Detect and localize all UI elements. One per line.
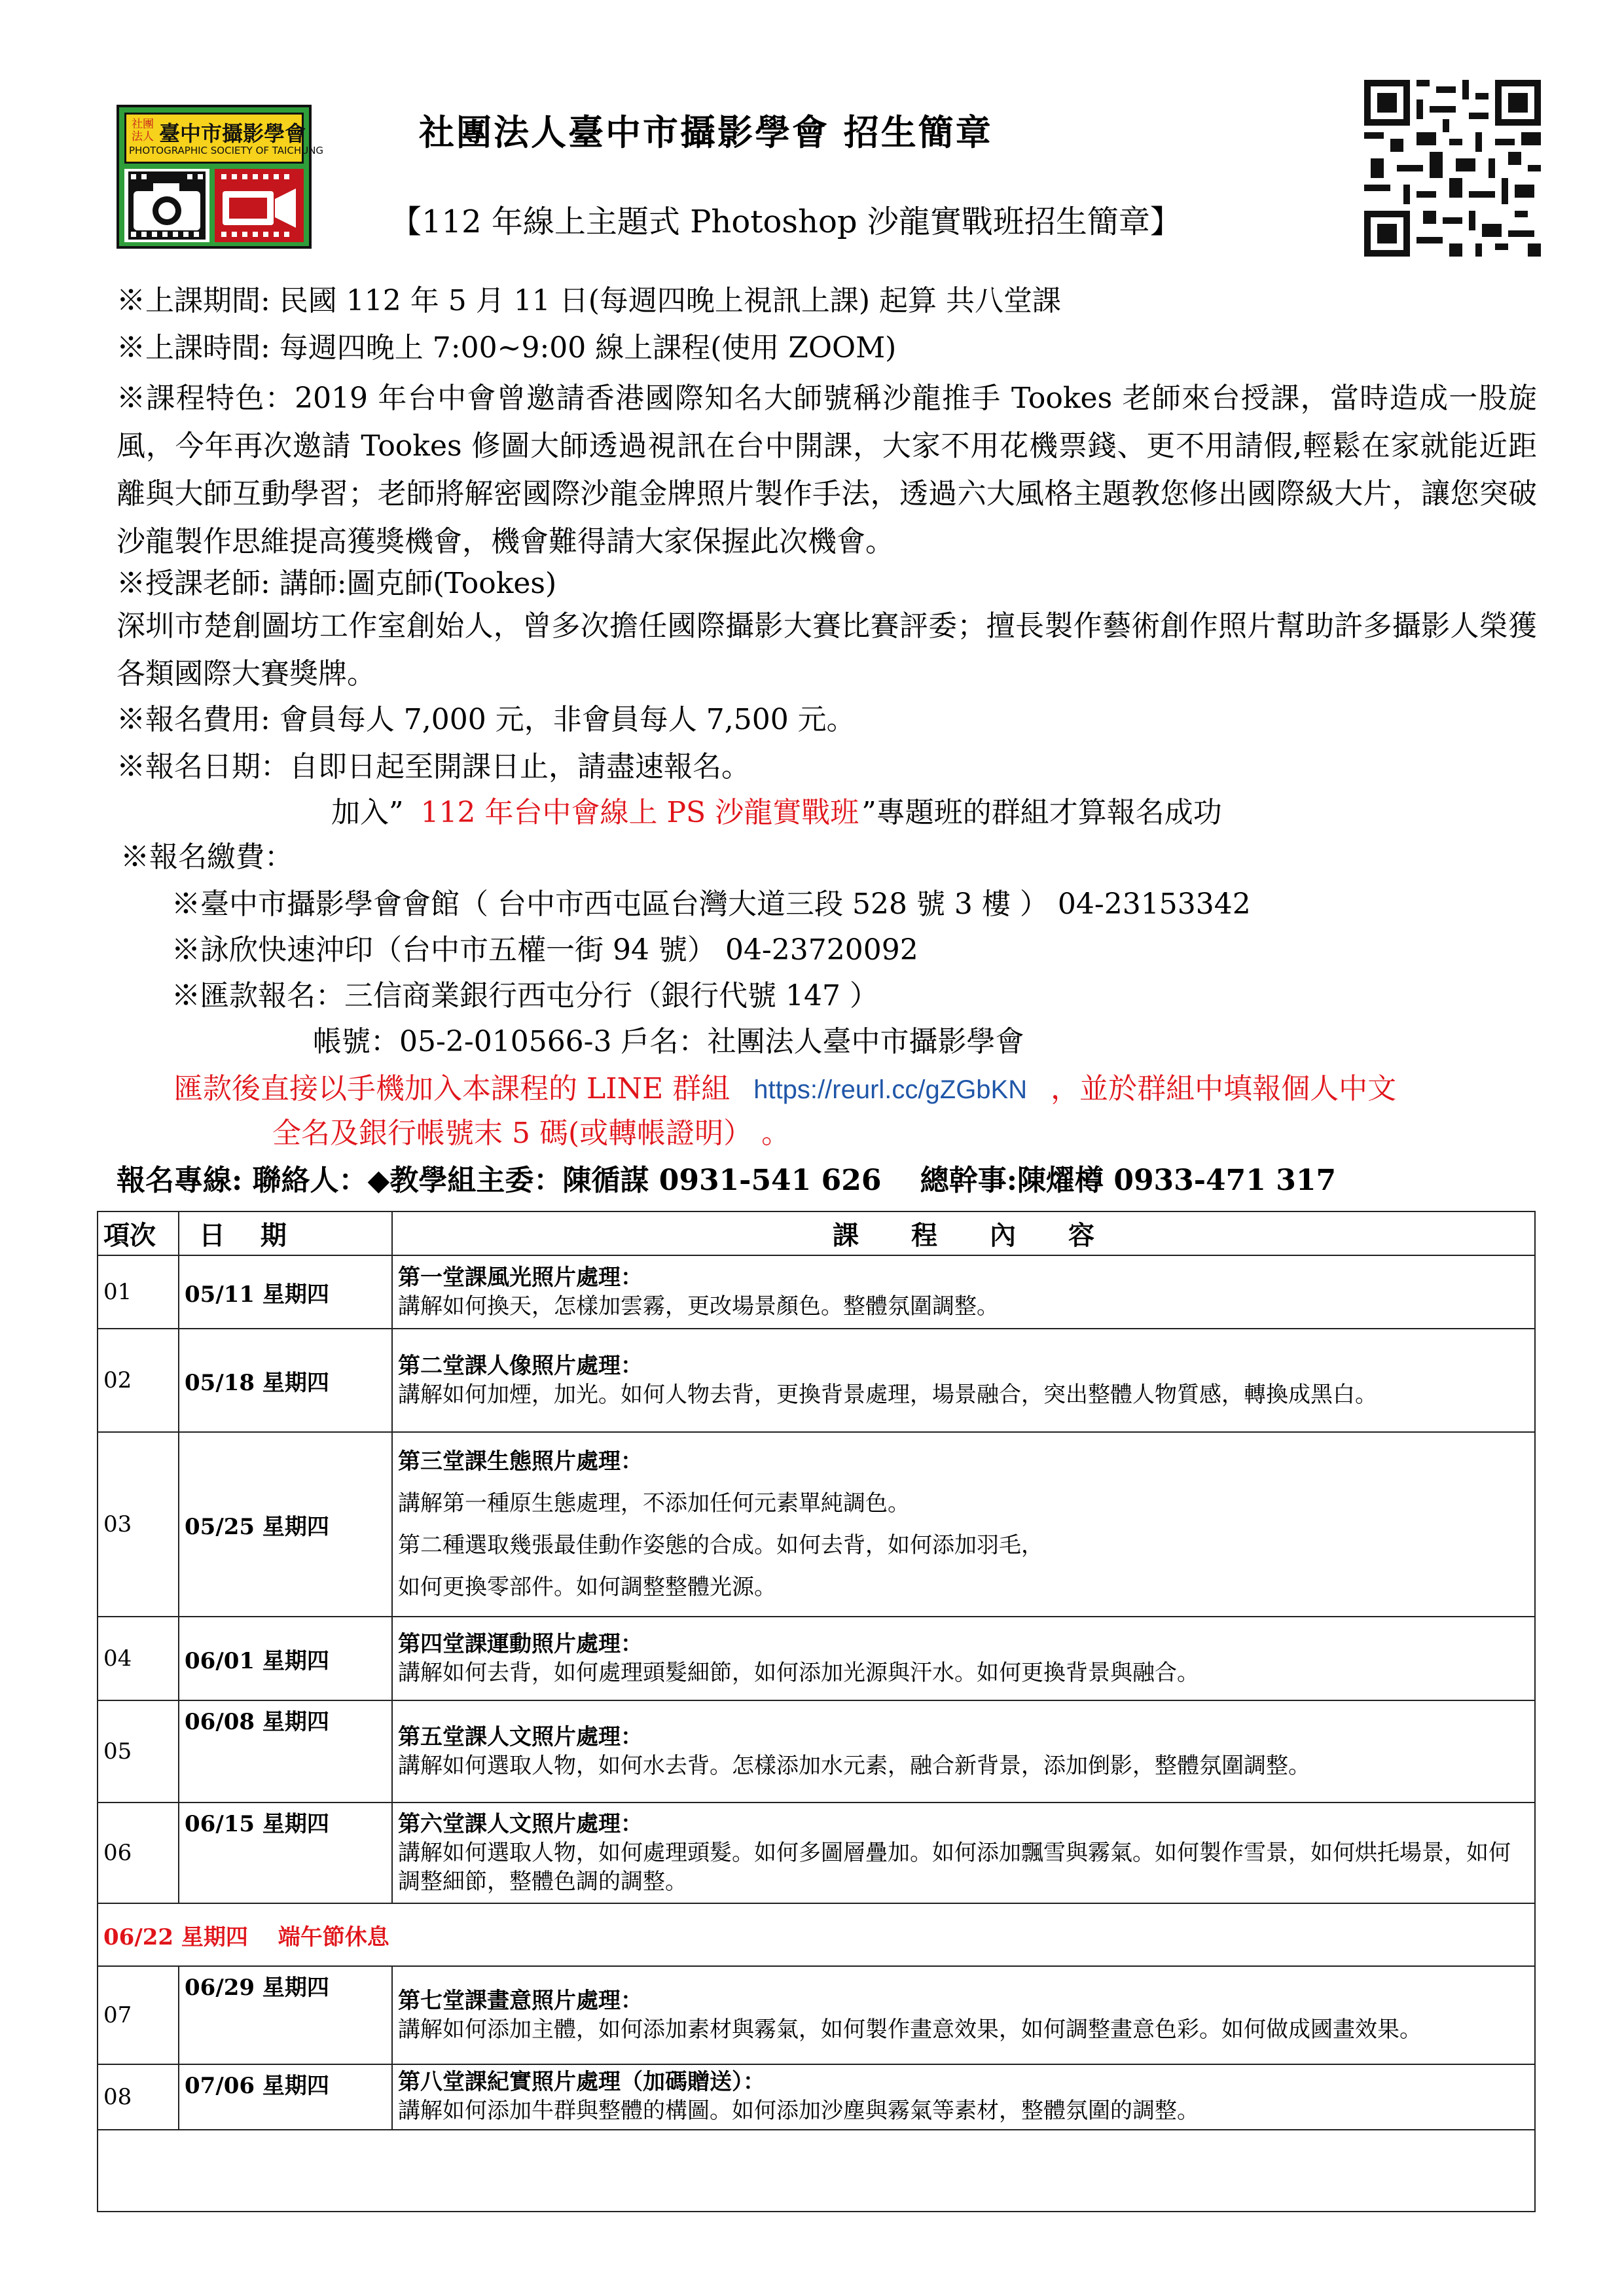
row-content xyxy=(392,1255,1535,1329)
join-group-line xyxy=(331,793,1222,833)
payment-bank: ※匯款報名：三信商業銀行西屯分行（銀行代號 147 ） xyxy=(171,979,878,1013)
page-title: 社團法人臺中市攝影學會 招生簡章 xyxy=(419,111,993,153)
group-name: 112 年台中會線上 PS 沙龍實戰班 xyxy=(420,796,859,829)
lesson-desc: 講解如何添加牛群與整體的構圖。如何添加沙塵與霧氣等素材，整體氛圍的調整。 xyxy=(398,2098,1199,2124)
row-no: 07 xyxy=(98,1966,179,2064)
course-period: ※上課期間: 民國 112 年 5 月 11 日(每週四晚上視訊上課) 起算 共八堂課 xyxy=(117,284,1061,317)
row-content xyxy=(392,1329,1535,1432)
schedule-table xyxy=(97,1211,1536,2212)
fee-line: ※報名費用: 會員每人 7,000 元，非會員每人 7,500 元。 xyxy=(117,703,856,736)
row-content xyxy=(392,1803,1535,1903)
logo-english: PHOTOGRAPHIC SOCIETY OF TAICHUNG xyxy=(129,145,324,156)
camera-icon xyxy=(124,169,209,242)
col-header-no: 項次 xyxy=(98,1211,179,1255)
row-date: 07/06 星期四 xyxy=(179,2064,392,2130)
lesson-title: 第四堂課運動照片處理： xyxy=(398,1631,643,1657)
row-content xyxy=(392,2064,1535,2130)
row-no: 06 xyxy=(98,1803,179,1903)
lesson-desc: 講解如何添加主體，如何添加素材與霧氣，如何製作畫意效果，如何調整畫意色彩。如何做成國畫效果。 xyxy=(398,2017,1422,2043)
society-logo xyxy=(117,105,324,249)
col-header-content: 課 程 內 容 xyxy=(392,1211,1535,1255)
table-row xyxy=(98,2064,1535,2130)
row-date: 06/01 星期四 xyxy=(179,1617,392,1700)
row-date: 05/18 星期四 xyxy=(179,1329,392,1432)
course-time: ※上課時間: 每週四晚上 7:00~9:00 線上課程(使用 ZOOM) xyxy=(117,331,897,365)
row-no: 03 xyxy=(98,1432,179,1617)
remit-instruction-line2: 全名及銀行帳號末 5 碼(或轉帳證明） 。 xyxy=(272,1117,791,1150)
page-subtitle: 【112 年線上主題式 Photoshop 沙龍實戰班招生簡章】 xyxy=(390,204,1182,240)
lesson-desc: 講解第一種原生態處理，不添加任何元素單純調色。 xyxy=(398,1490,910,1516)
lesson-desc: 講解如何換天，怎樣加雲霧，更改場景顏色。整體氛圍調整。 xyxy=(398,1293,999,1319)
logo-small-text: 社團法人 xyxy=(132,118,154,143)
lesson-title: 第一堂課風光照片處理： xyxy=(398,1265,643,1291)
row-content xyxy=(392,1617,1535,1700)
lesson-title: 第六堂課人文照片處理： xyxy=(398,1811,643,1837)
lesson-desc: 講解如何選取人物，如何處理頭髮。如何多圖層疊加。如何添加飄雪與霧氣。如何製作雪景，如何烘托場景，如何調整細節，整體色調的調整。 xyxy=(398,1840,1511,1895)
logo-banner xyxy=(124,113,324,164)
lesson-title: 第八堂課紀實照片處理（加碼贈送）： xyxy=(398,2069,765,2095)
payment-print-shop: ※詠欣快速沖印（台中市五權一街 94 號） 04-23720092 xyxy=(171,933,918,967)
remit-prefix: 匯款後直接以手機加入本課程的 LINE 群組 xyxy=(174,1072,731,1105)
table-row xyxy=(98,1700,1535,1803)
table-row xyxy=(98,1329,1535,1432)
payment-title: ※報名繳費： xyxy=(120,840,293,874)
deadline-line: ※報名日期：自即日起至開課日止，請盡速報名。 xyxy=(117,750,750,783)
teacher-line: ※授課老師: 講師:圖克師(Tookes) xyxy=(117,567,557,600)
table-row xyxy=(98,1617,1535,1700)
table-row xyxy=(98,1966,1535,2064)
qr-code[interactable] xyxy=(1364,80,1541,257)
row-no: 01 xyxy=(98,1255,179,1329)
remit-instruction xyxy=(174,1069,1396,1109)
lesson-title: 第二堂課人像照片處理： xyxy=(398,1353,643,1379)
line-group-link[interactable]: https://reurl.cc/gZGbKN xyxy=(753,1075,1028,1104)
row-no: 08 xyxy=(98,2064,179,2130)
row-date: 05/11 星期四 xyxy=(179,1255,392,1329)
row-no: 04 xyxy=(98,1617,179,1700)
lesson-title: 第七堂課畫意照片處理： xyxy=(398,1988,643,2014)
lesson-desc: 講解如何加煙，加光。如何人物去背，更換背景處理，場景融合，突出整體人物質感，轉換成黑白。 xyxy=(398,1382,1377,1408)
video-camera-icon xyxy=(215,169,304,242)
remit-suffix: ，並於群組中填報個人中文 xyxy=(1051,1072,1397,1105)
teacher-bio: 深圳市楚創圖坊工作室創始人，曾多次擔任國際攝影大賽比賽評委；擅長製作藝術創作照片幫助許多攝影人榮獲各類國際大賽獎牌。 xyxy=(117,609,1537,691)
col-header-date: 日 期 xyxy=(179,1211,392,1255)
lesson-desc: 講解如何去背，如何處理頭髮細節，如何添加光源與汗水。如何更換背景與融合。 xyxy=(398,1660,1199,1686)
break-row xyxy=(98,1903,1535,1966)
row-date: 06/15 星期四 xyxy=(179,1803,392,1903)
table-header-row xyxy=(98,1211,1535,1255)
empty-cell xyxy=(98,2130,1535,2212)
row-content xyxy=(392,1966,1535,2064)
lesson-desc: 第二種選取幾張最佳動作姿態的合成。如何去背，如何添加羽毛， xyxy=(398,1532,1043,1558)
lesson-desc: 如何更換零部件。如何調整整體光源。 xyxy=(398,1574,776,1600)
row-date: 06/29 星期四 xyxy=(179,1966,392,2064)
table-row xyxy=(98,1432,1535,1617)
join-prefix: 加入” xyxy=(331,796,404,829)
row-content xyxy=(392,1432,1535,1617)
row-date: 06/08 星期四 xyxy=(179,1700,392,1803)
lesson-desc: 講解如何選取人物，如何水去背。怎樣添加水元素，融合新背景，添加倒影，整體氛圍調整。 xyxy=(398,1753,1310,1779)
empty-row xyxy=(98,2130,1535,2212)
row-no: 05 xyxy=(98,1700,179,1803)
logo-name: 臺中市攝影學會 xyxy=(159,121,306,146)
table-row xyxy=(98,1803,1535,1903)
join-suffix: ”專題班的群組才算報名成功 xyxy=(861,796,1222,829)
lesson-title: 第五堂課人文照片處理： xyxy=(398,1724,643,1750)
holiday-note: 06/22 星期四 端午節休息 xyxy=(98,1903,1535,1966)
course-feature: ※課程特色：2019 年台中會曾邀請香港國際知名大師號稱沙龍推手 Tookes 老師來台授課，當時造成一股旋風，今年再次邀請 Tookes 修圖大師透過視訊在台中開課，大家不用花機票錢、更不用請假,輕鬆在家就能近距離與大師互動學習；老師將解密國際沙龍金牌照片製作手法，透過六大風格主題教您修出國際級大片，讓您突破沙龍製作思維提高獲獎機會，機會難得請大家保握此次機會。 xyxy=(117,382,1537,558)
row-date: 05/25 星期四 xyxy=(179,1432,392,1617)
payment-account: 帳號：05-2-010566-3 戶名：社團法人臺中市攝影學會 xyxy=(313,1025,1024,1058)
row-no: 02 xyxy=(98,1329,179,1432)
payment-venue: ※臺中市攝影學會會館（ 台中市西屯區台灣大道三段 528 號 3 樓 ） 04-23153342 xyxy=(171,888,1251,921)
table-row xyxy=(98,1255,1535,1329)
lesson-title: 第三堂課生態照片處理： xyxy=(398,1448,643,1475)
row-content xyxy=(392,1700,1535,1803)
hotline: 報名專線: 聯絡人：◆教學組主委：陳循謀 0931-541 626 總幹事:陳燿樽 0933-471 317 xyxy=(117,1164,1337,1197)
